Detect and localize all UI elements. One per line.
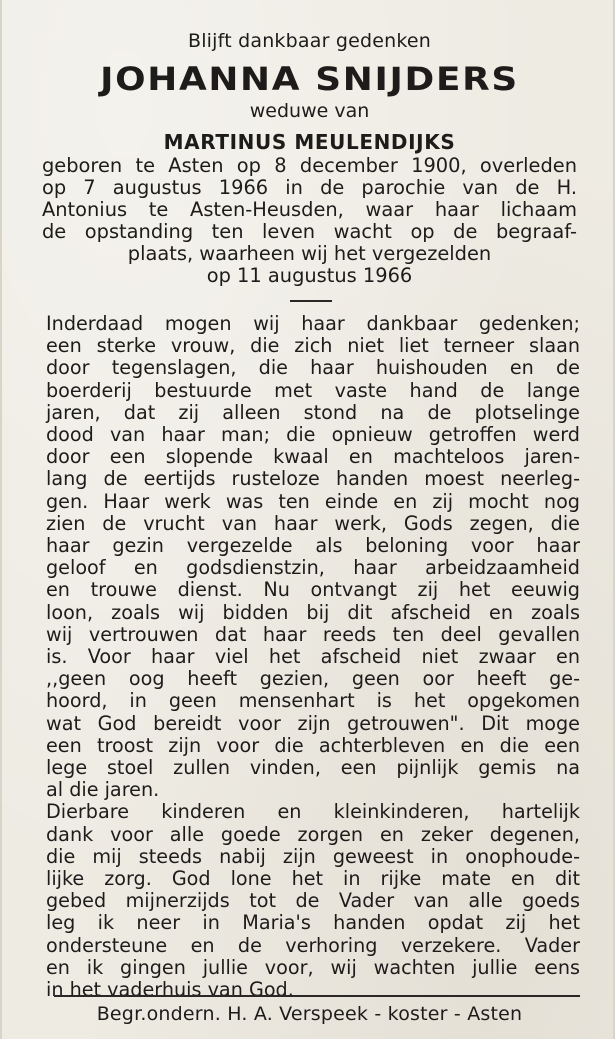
- birth-death-details: [42, 155, 577, 287]
- text-line: zien de vrucht van haar werk, Gods zegen, die: [46, 511, 580, 535]
- short-divider: [290, 300, 332, 302]
- text-line: haar gezin vergezelde als beloning voor haar: [46, 534, 580, 558]
- text-line: is. Voor haar viel het afscheid niet zwaar en: [46, 645, 580, 669]
- deceased-name: JOHANNA SNIJDERS: [100, 60, 519, 98]
- details-line: op 7 augustus 1966 in de parochie van de H.: [42, 176, 577, 199]
- text-line: ondersteune en de verhoring verzekere. Vader: [46, 933, 580, 957]
- text-line: lege stoel zullen vinden, een pijnlijk gemis na: [46, 756, 580, 780]
- text-line: in het vaderhuis van God.: [46, 978, 294, 1002]
- text-line: geloof en godsdienstzin, haar arbeidzaamheid: [46, 556, 580, 580]
- text-line: Dierbare kinderen en kleinkinderen, hartelijk: [46, 800, 580, 824]
- text-line: gebed mijnerzijds tot de Vader van alle goeds: [46, 889, 580, 913]
- relation-line: weduwe van: [249, 100, 370, 122]
- text-line: jaren, dat zij alleen stond na de plotselinge: [46, 400, 580, 424]
- text-line: ,,geen oog heeft gezien, geen oor heeft ge-: [46, 667, 580, 691]
- text-line: door tegenslagen, die haar huishouden en de: [46, 356, 580, 380]
- text-line: boerderij bestuurde met vaste hand de lange: [46, 378, 580, 402]
- text-line: die mij steeds nabij zijn geweest in onophoude-: [46, 844, 580, 868]
- footer-divider: [54, 995, 580, 997]
- memorial-text: [46, 313, 580, 1001]
- text-line: wat God bereidt voor zijn getrouwen". Dit moge: [46, 711, 580, 735]
- opening-line: Blijft dankbaar gedenken: [187, 30, 432, 52]
- text-line: hoord, in geen mensenhart is het opgekomen: [46, 689, 580, 713]
- details-line: plaats, waarheen wij het vergezelden: [127, 242, 492, 265]
- husband-name: MARTINUS MEULENDIJKS: [163, 130, 456, 154]
- text-line: leg ik neer in Maria's handen opdat zij het: [46, 911, 580, 935]
- text-line: een troost zijn voor die achterbleven en die een: [46, 733, 580, 757]
- details-line: geboren te Asten op 8 december 1900, overleden: [42, 154, 577, 177]
- text-line: en trouwe dienst. Nu ontvangt zij het eeuwig: [46, 578, 580, 602]
- text-line: lijke zorg. God lone het in rijke mate en dit: [46, 867, 580, 891]
- details-line: de opstanding ten leven wacht op de begraaf-: [42, 220, 577, 243]
- text-line: lang de eertijds rusteloze handen moest neerleg-: [46, 467, 580, 491]
- text-line: Inderdaad mogen wij haar dankbaar gedenken;: [46, 312, 580, 335]
- text-line: en ik gingen jullie voor, wij wachten jullie eens: [46, 955, 580, 979]
- undertaker-footer: Begr.ondern. H. A. Verspeek - koster - Asten: [96, 1003, 523, 1025]
- details-line: op 11 augustus 1966: [206, 264, 413, 287]
- text-line: door een slopende kwaal en machteloos jaren-: [46, 445, 580, 469]
- text-line: een sterke vrouw, die zich niet liet terneer slaan: [46, 334, 580, 358]
- text-line: gen. Haar werk was ten einde en zij mocht nog: [46, 489, 580, 513]
- text-line: loon, zoals wij bidden bij dit afscheid en zoals: [46, 600, 580, 624]
- text-line: wij vertrouwen dat haar reeds ten deel gevallen: [46, 622, 580, 646]
- text-line: dank voor alle goede zorgen en zeker degenen,: [46, 822, 580, 846]
- details-line: Antonius te Asten-Heusden, waar haar lichaam: [42, 198, 577, 221]
- text-line: dood van haar man; die opnieuw getroffen werd: [46, 423, 580, 447]
- text-line: al die jaren.: [46, 778, 160, 802]
